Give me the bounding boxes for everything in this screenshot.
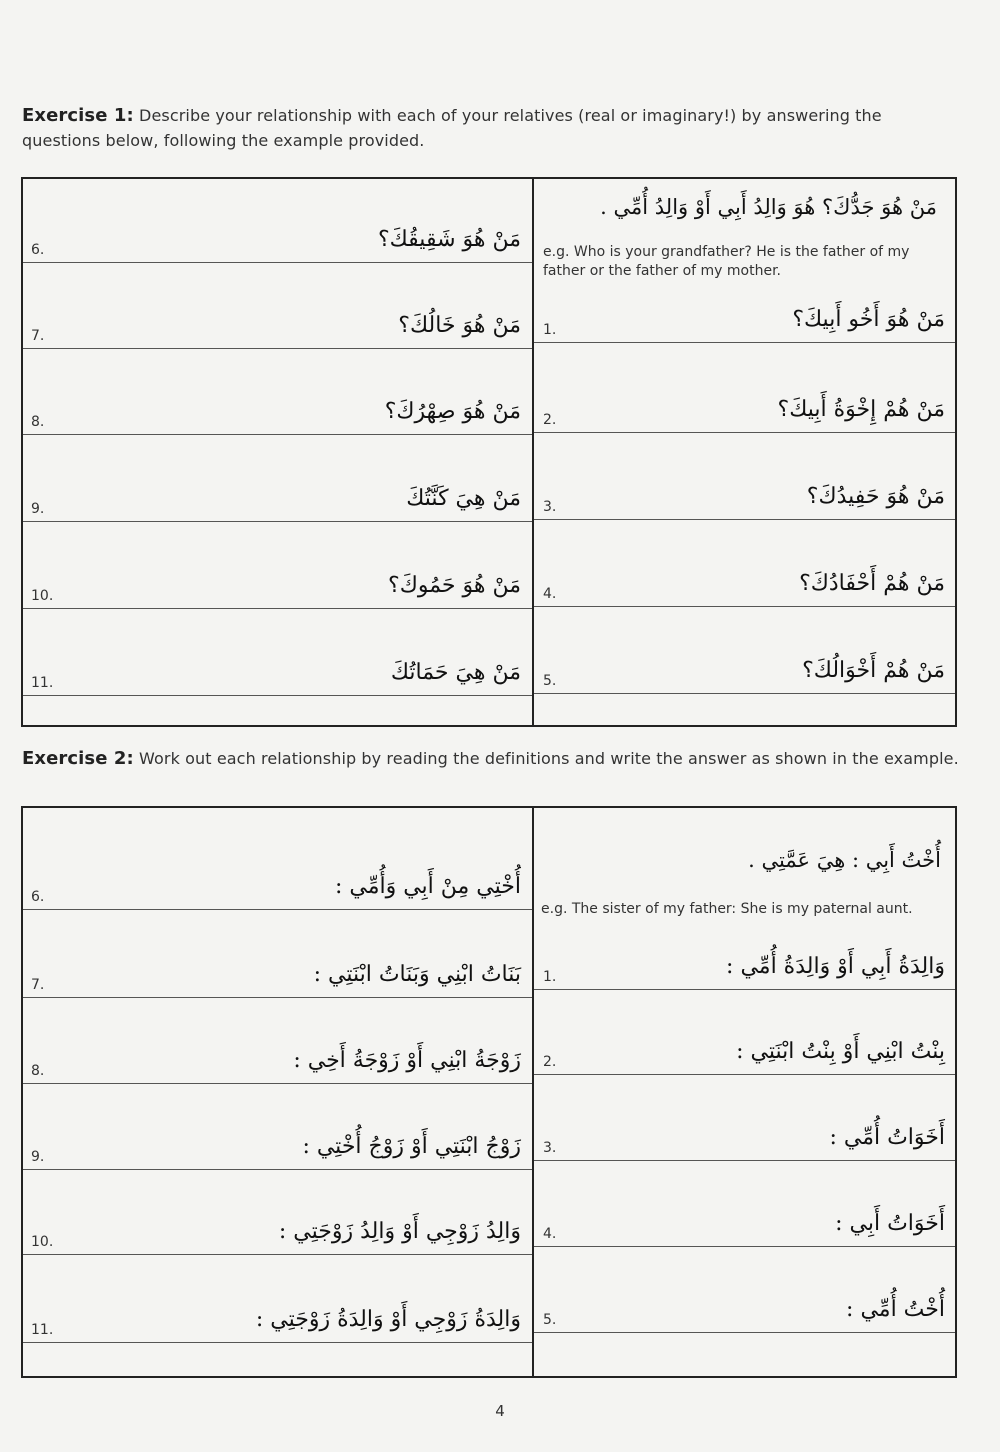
answer-line[interactable]	[534, 988, 955, 990]
answer-line[interactable]	[23, 694, 532, 696]
answer-line[interactable]	[23, 1082, 532, 1084]
question-number: 10.	[31, 1234, 54, 1250]
question-number: 4.	[543, 586, 557, 602]
question-arabic: مَنْ هُوَ حَمُوكَ؟	[388, 573, 521, 598]
question-arabic: مَنْ هُمْ أَحْفَادُكَ؟	[799, 571, 945, 596]
question-arabic: أَخَوَاتُ أُمِّي :	[829, 1125, 945, 1150]
question-number: 3.	[543, 1140, 557, 1156]
question-number: 5.	[543, 1312, 557, 1328]
question-arabic: وَالِدُ زَوْجِي أَوْ وَالِدُ زَوْجَتِي :	[278, 1219, 521, 1244]
question-arabic: مَنْ هُمْ إِخْوَةُ أَبِيكَ؟	[777, 397, 945, 422]
question-number: 9.	[31, 501, 45, 517]
answer-line[interactable]	[23, 996, 532, 998]
page-number: 4	[495, 1402, 505, 1420]
exercise-1-text: Describe your relationship with each of your relatives (real or imaginary!) by answering the questions below, following the example provided.	[22, 106, 882, 150]
question-arabic: مَنْ هُوَ صِهْرُكَ؟	[384, 399, 521, 424]
question-arabic: مَنْ هُوَ شَقِيقُكَ؟	[377, 227, 521, 252]
answer-line[interactable]	[534, 1073, 955, 1075]
example-arabic: أُخْتُ أَبِي : هِيَ عَمَّتِي .	[748, 848, 941, 872]
question-number: 8.	[31, 414, 45, 430]
exercise-1-table	[21, 177, 957, 727]
question-arabic: مَنْ هِيَ حَمَاتُكَ	[390, 660, 521, 685]
exercise-2-text: Work out each relationship by reading the definitions and write the answer as shown in the example.	[139, 749, 959, 768]
question-number: 11.	[31, 675, 54, 691]
question-arabic: وَالِدَةُ أَبِي أَوْ وَالِدَةُ أُمِّي :	[726, 954, 945, 979]
answer-line[interactable]	[534, 605, 955, 607]
answer-line[interactable]	[23, 520, 532, 522]
column-divider	[532, 808, 534, 1376]
column-divider	[532, 179, 534, 725]
question-arabic: أُخْتُ أُمِّي :	[846, 1297, 945, 1322]
question-number: 10.	[31, 588, 54, 604]
question-number: 7.	[31, 328, 45, 344]
question-number: 11.	[31, 1322, 54, 1338]
answer-line[interactable]	[534, 341, 955, 343]
answer-line[interactable]	[23, 607, 532, 609]
question-number: 7.	[31, 977, 45, 993]
question-number: 5.	[543, 673, 557, 689]
exercise-2-label: Exercise 2:	[22, 748, 134, 769]
answer-line[interactable]	[534, 518, 955, 520]
question-number: 9.	[31, 1149, 45, 1165]
question-number: 6.	[31, 242, 45, 258]
question-arabic: مَنْ هِيَ كَنَّتُكَ	[406, 486, 521, 511]
example-arabic: مَنْ هُوَ جَدُّكَ؟ هُوَ وَالِدُ أَبِي أَوْ وَالِدُ أُمِّي .	[600, 195, 937, 219]
answer-line[interactable]	[534, 1331, 955, 1333]
answer-line[interactable]	[23, 1253, 532, 1255]
question-arabic: وَالِدَةُ زَوْجِي أَوْ وَالِدَةُ زَوْجَتِي :	[255, 1307, 521, 1332]
question-number: 2.	[543, 1054, 557, 1070]
answer-line[interactable]	[23, 347, 532, 349]
answer-line[interactable]	[534, 1159, 955, 1161]
question-arabic: مَنْ هُوَ أَخُو أَبِيكَ؟	[792, 307, 945, 332]
question-number: 8.	[31, 1063, 45, 1079]
question-number: 1.	[543, 969, 557, 985]
question-number: 1.	[543, 322, 557, 338]
question-arabic: مَنْ هُوَ خَالُكَ؟	[398, 313, 521, 338]
question-number: 4.	[543, 1226, 557, 1242]
question-number: 3.	[543, 499, 557, 515]
answer-line[interactable]	[534, 692, 955, 694]
answer-line[interactable]	[534, 1245, 955, 1247]
example-english: e.g. The sister of my father: She is my paternal aunt.	[541, 901, 913, 917]
question-arabic: مَنْ هُمْ أَخْوَالُكَ؟	[802, 658, 945, 683]
question-arabic: أَخَوَاتُ أَبِي :	[835, 1211, 945, 1236]
question-arabic: زَوْجُ ابْنَتِي أَوْ زَوْجُ أُخْتِي :	[302, 1134, 521, 1159]
exercise-1-instructions	[22, 103, 962, 153]
answer-line[interactable]	[23, 1168, 532, 1170]
answer-line[interactable]	[23, 261, 532, 263]
question-arabic: أُخْتِي مِنْ أَبِي وَأُمِّي :	[334, 874, 521, 899]
exercise-1-label: Exercise 1:	[22, 105, 134, 126]
question-arabic: بَنَاتُ ابْنِي وَبَنَاتُ ابْنَتِي :	[313, 962, 521, 987]
answer-line[interactable]	[534, 431, 955, 433]
question-arabic: زَوْجَةُ ابْنِي أَوْ زَوْجَةُ أَخِي :	[293, 1048, 521, 1073]
answer-line[interactable]	[23, 1341, 532, 1343]
answer-line[interactable]	[23, 433, 532, 435]
answer-line[interactable]	[23, 908, 532, 910]
exercise-2-table	[21, 806, 957, 1378]
question-arabic: بِنْتُ ابْنِي أَوْ بِنْتُ ابْنَتِي :	[736, 1039, 945, 1064]
question-number: 6.	[31, 889, 45, 905]
question-arabic: مَنْ هُوَ حَفِيدُكَ؟	[806, 484, 945, 509]
question-number: 2.	[543, 412, 557, 428]
exercise-2-instructions	[22, 746, 962, 771]
example-english: e.g. Who is your grandfather? He is the father of my father or the father of my mother.	[543, 244, 910, 279]
